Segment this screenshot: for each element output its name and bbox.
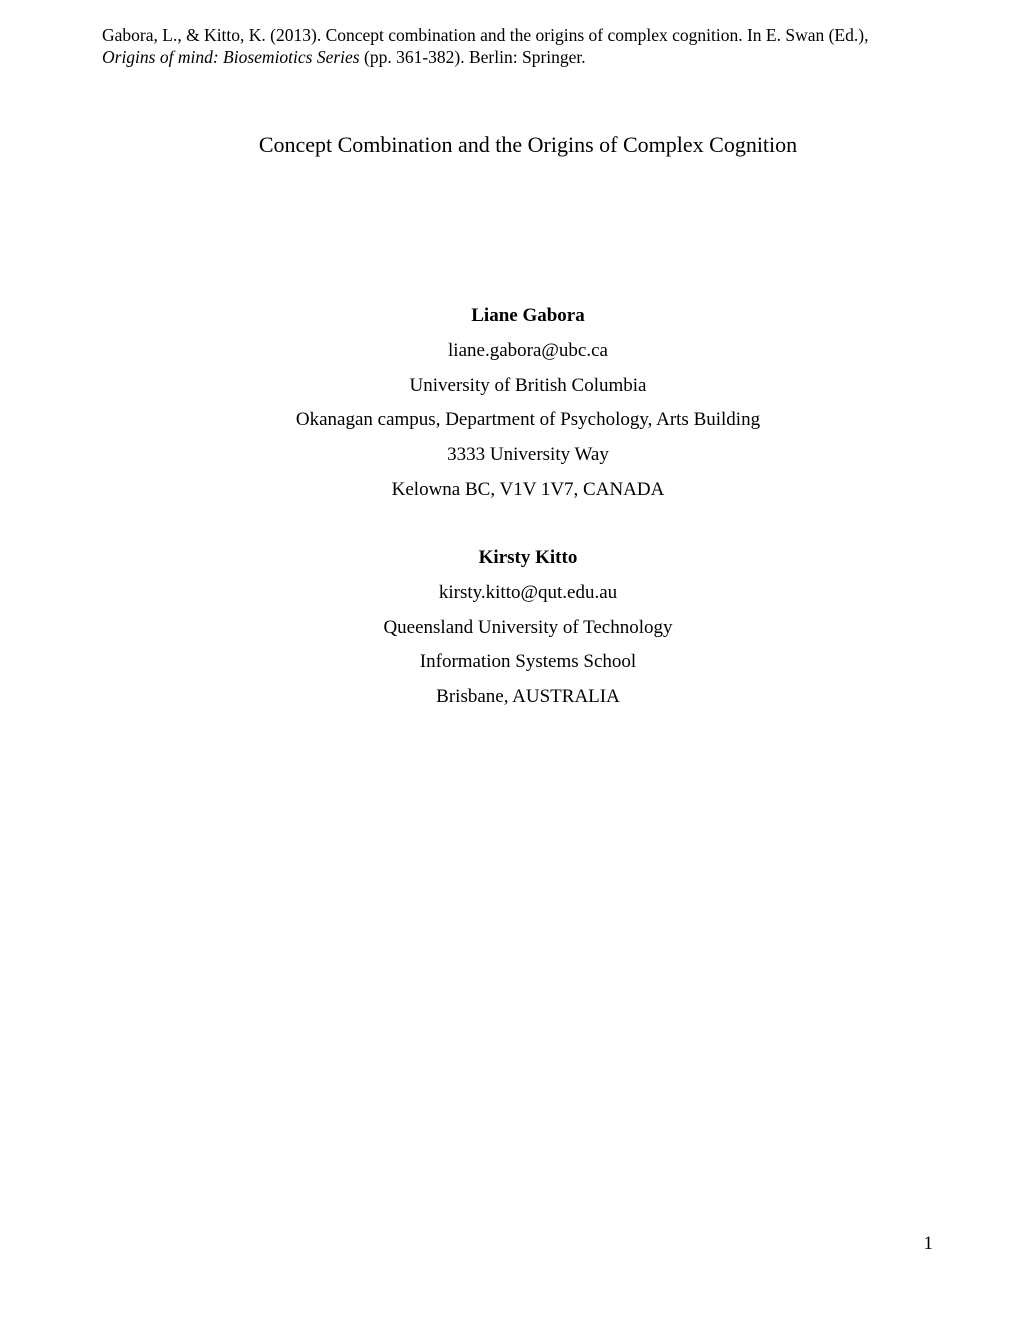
author-affiliation-line: Okanagan campus, Department of Psychology, Arts Building — [295, 409, 761, 431]
citation-book-title: Origins of mind: Biosemiotics Series — [102, 47, 360, 67]
author-name: Liane Gabora — [471, 305, 585, 326]
author-affiliation-line: Kelowna BC, V1V 1V7, CANADA — [391, 478, 665, 500]
paper-title: Concept Combination and the Origins of Complex Cognition — [258, 132, 798, 157]
author-block-gabora — [0, 299, 1024, 508]
author-block-kitto — [0, 541, 1024, 715]
citation-publication-info: (pp. 361-382). Berlin: Springer. — [359, 47, 586, 67]
citation-line-1: Gabora, L., & Kitto, K. (2013). Concept combination and the origins of complex cognition. In E. Swan (Ed.), — [102, 25, 869, 45]
citation-line-2 — [102, 46, 962, 68]
author-name: Kirsty Kitto — [478, 547, 578, 568]
page-number: 1 — [923, 1233, 933, 1254]
author-affiliation-line: Information Systems School — [419, 651, 637, 673]
author-affiliation-line: Brisbane, AUSTRALIA — [436, 686, 620, 708]
author-email: kirsty.kitto@qut.edu.au — [438, 581, 618, 603]
citation-header — [102, 24, 962, 68]
author-affiliation-line: 3333 University Way — [447, 444, 609, 466]
author-email: liane.gabora@ubc.ca — [448, 339, 608, 361]
author-affiliation-line: Queensland University of Technology — [383, 616, 673, 638]
author-affiliation-line: University of British Columbia — [409, 374, 647, 396]
